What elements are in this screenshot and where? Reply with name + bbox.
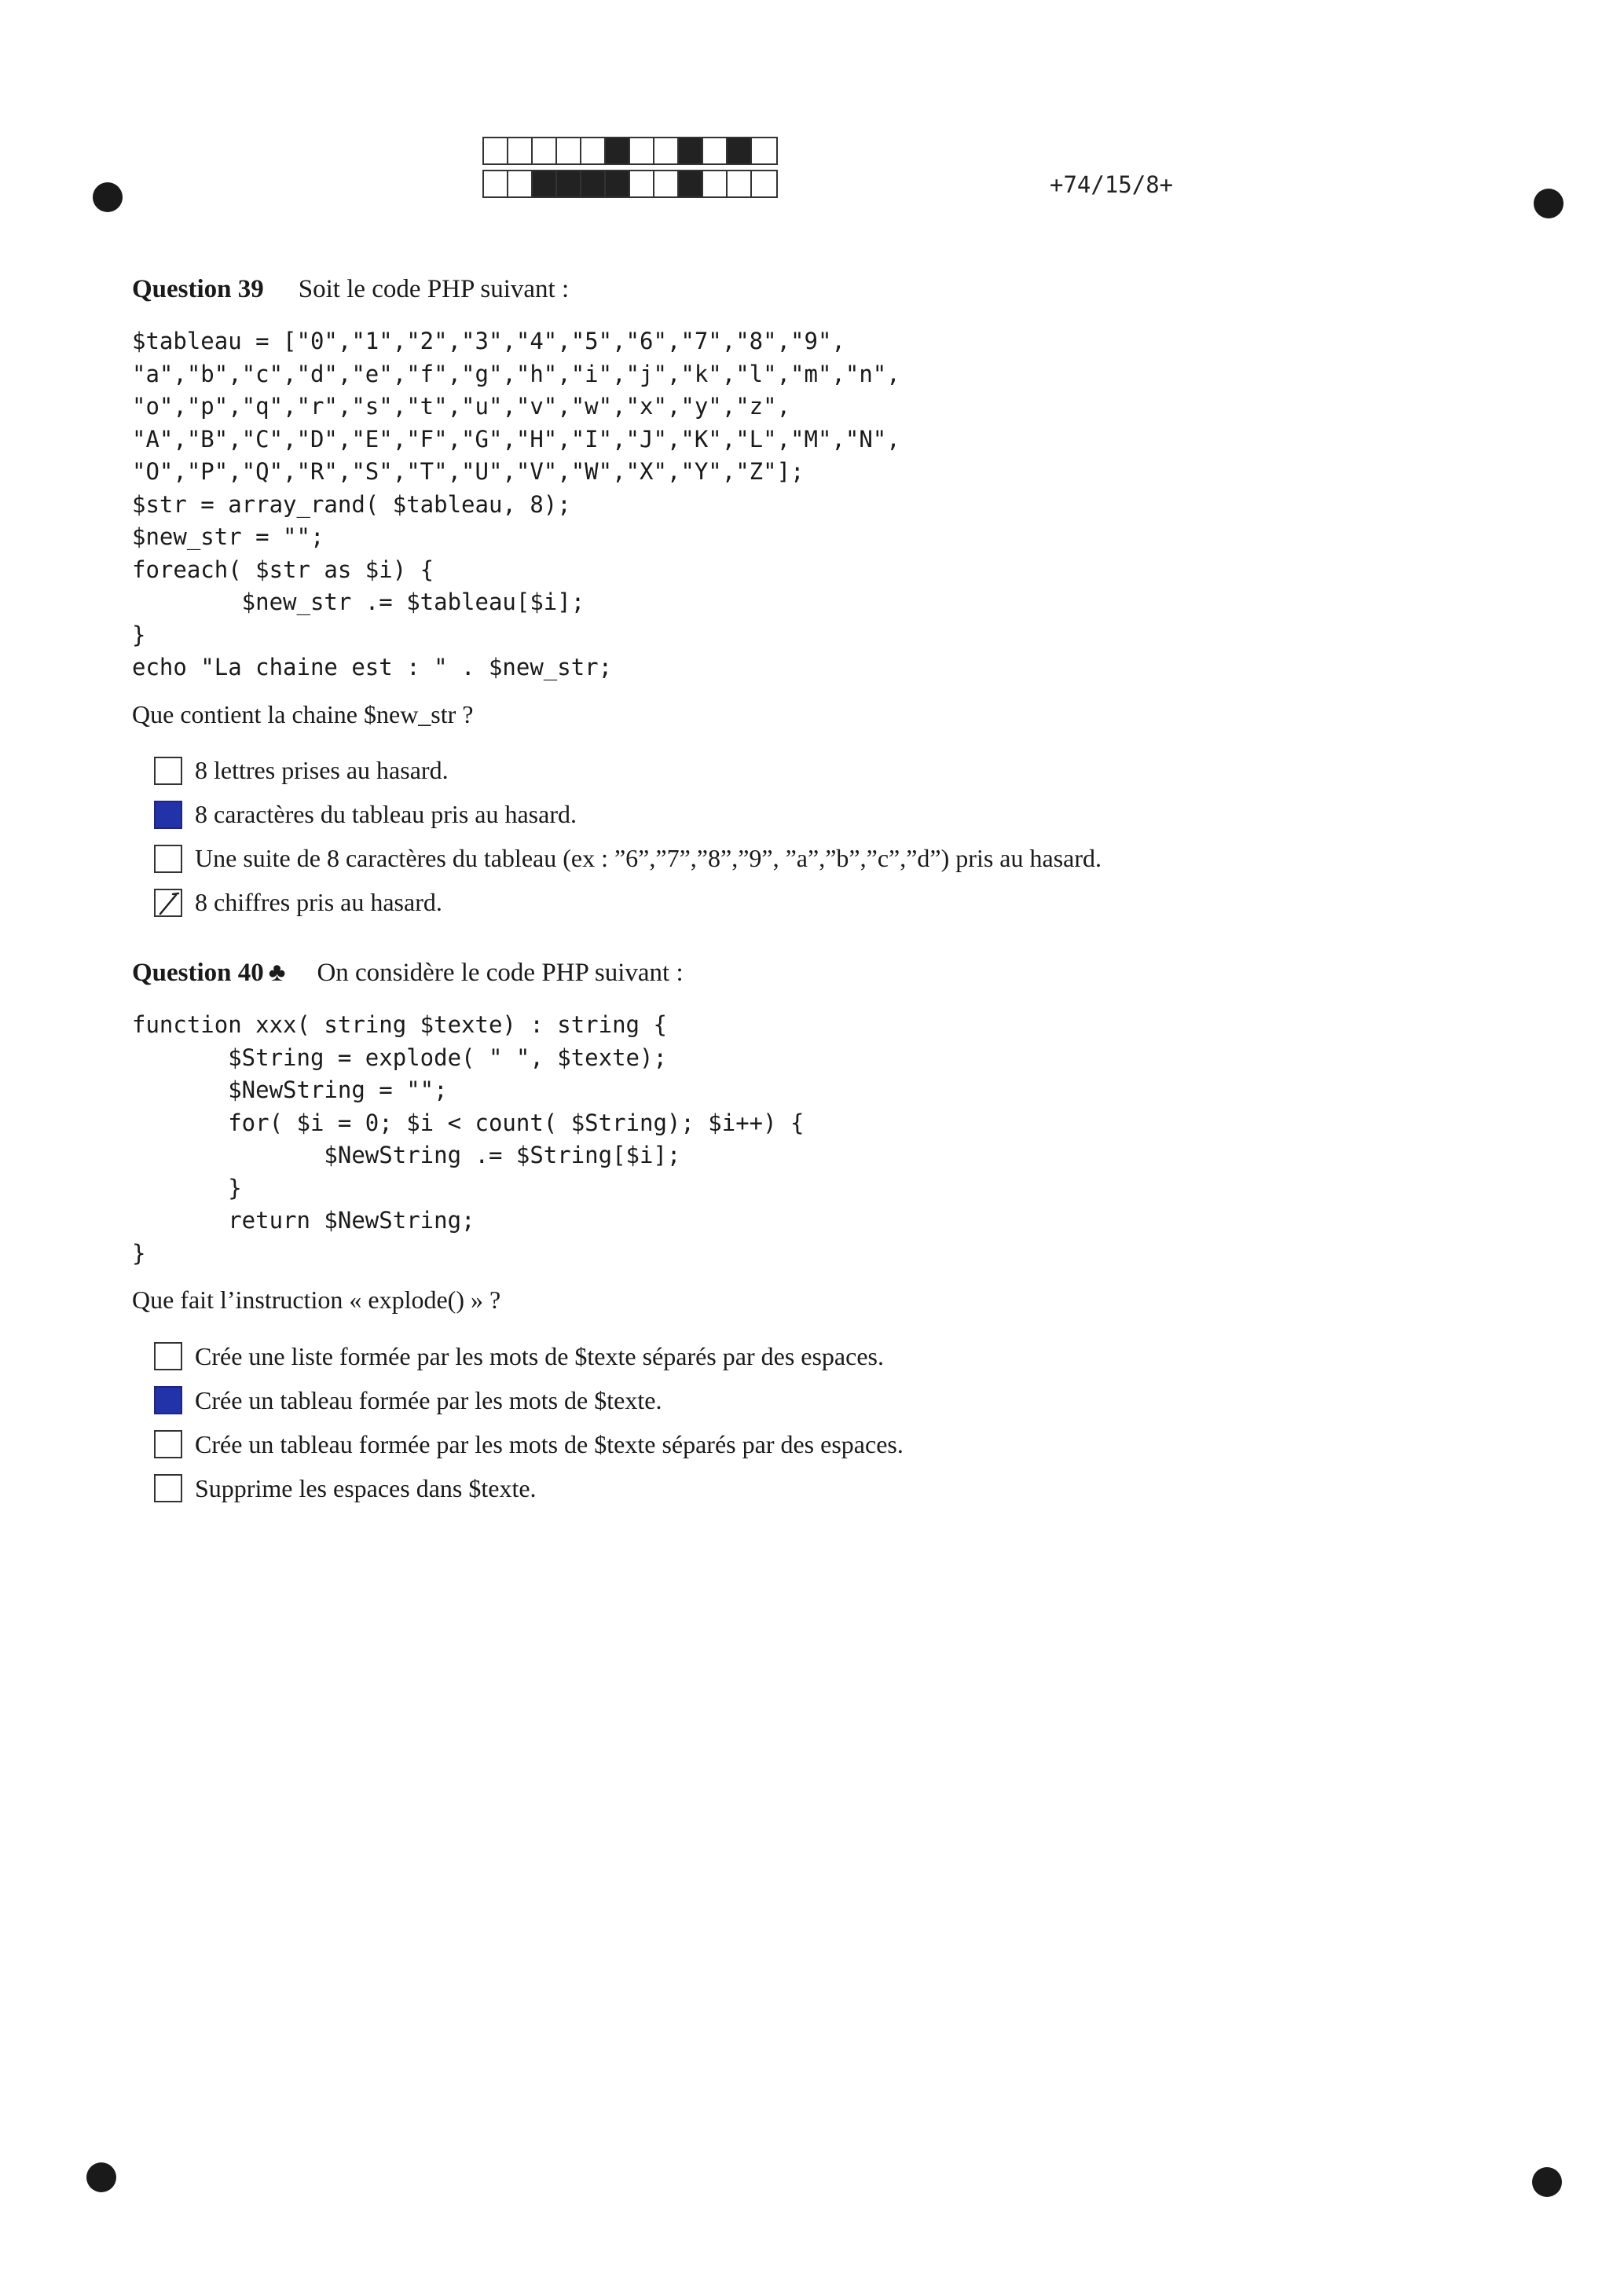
answer-option[interactable] bbox=[154, 1466, 1546, 1510]
answer-list bbox=[132, 1334, 1546, 1510]
barcode-cell bbox=[581, 171, 606, 196]
barcode-cell bbox=[606, 138, 630, 163]
barcode-cell bbox=[679, 171, 703, 196]
question-title: On considère le code PHP suivant : bbox=[317, 959, 684, 987]
answer-list bbox=[132, 749, 1546, 925]
answer-option[interactable] bbox=[154, 837, 1546, 881]
barcode-cell bbox=[606, 171, 630, 196]
answer-text: Une suite de 8 caractères du tableau (ex : ”6”,”7”,”8”,”9”, ”a”,”b”,”c”,”d”) pris au hasard. bbox=[195, 844, 1102, 872]
corner-marker-top-left bbox=[93, 182, 123, 212]
code-block: $tableau = ["0","1","2","3","4","5","6","7","8","9", "a","b","c","d","e","f","g","h","i","j","k","l","m","n", "o","p","q","r","s","t","u","v","w","x","y","z", "A","B","C","D","E","F","G","H","I","J","K","L","M","N", "O","P","Q","R","S","T","U","V","W","X","Y","Z"]; $str = array_rand( $tableau, 8); $new_str = ""; foreach( $str as $i) { $new_str .= $tableau[$i]; } echo "La chaine est : " . $new_str; bbox=[132, 328, 900, 680]
answer-option[interactable] bbox=[154, 749, 1546, 793]
barcode-cell bbox=[752, 171, 776, 196]
barcode-cell bbox=[581, 138, 606, 163]
barcode-cell bbox=[508, 171, 533, 196]
barcode-cell bbox=[557, 171, 581, 196]
question-header bbox=[132, 955, 1546, 990]
page-barcode-row-2 bbox=[482, 170, 778, 198]
corner-marker-bottom-right bbox=[1532, 2167, 1562, 2197]
barcode-cell bbox=[703, 171, 728, 196]
barcode-cell bbox=[630, 138, 654, 163]
answer-text: 8 lettres prises au hasard. bbox=[195, 756, 449, 784]
answer-text: Crée un tableau formée par les mots de $texte. bbox=[195, 1385, 662, 1414]
barcode-cell bbox=[654, 171, 679, 196]
answer-text: Crée une liste formée par les mots de $texte séparés par des espaces. bbox=[195, 1341, 884, 1370]
answer-text: Crée un tableau formée par les mots de $texte séparés par des espaces. bbox=[195, 1429, 904, 1458]
answer-text: Supprime les espaces dans $texte. bbox=[195, 1473, 537, 1502]
question-39 bbox=[132, 272, 1546, 925]
question-40 bbox=[132, 955, 1546, 1510]
barcode-cell bbox=[508, 138, 533, 163]
corner-marker-top-right bbox=[1534, 189, 1564, 218]
barcode-cell bbox=[728, 171, 752, 196]
answer-checkbox[interactable] bbox=[154, 1474, 182, 1502]
page-id: +74/15/8+ bbox=[1050, 171, 1174, 198]
barcode-cell bbox=[654, 138, 679, 163]
page-barcode-row-1 bbox=[482, 137, 778, 165]
question-prompt: Que contient la chaine $new_str ? bbox=[132, 699, 474, 728]
barcode-cell bbox=[679, 138, 703, 163]
answer-text: 8 chiffres pris au hasard. bbox=[195, 888, 442, 916]
barcode-cell bbox=[557, 138, 581, 163]
answer-text: 8 caractères du tableau pris au hasard. bbox=[195, 800, 577, 828]
barcode-cell bbox=[630, 171, 654, 196]
barcode-cell bbox=[484, 171, 508, 196]
answer-checkbox[interactable] bbox=[154, 1386, 182, 1414]
pen-stroke-icon bbox=[156, 890, 182, 917]
club-icon: ♣ bbox=[268, 959, 286, 987]
code-block: function xxx( string $texte) : string { $String = explode( " ", $texte); $NewString = ""; for( $i = 0; $i < count( $String); $i++) { $NewString .= $String[$i]; } return $NewString; } bbox=[132, 1011, 805, 1267]
question-title: Soit le code PHP suivant : bbox=[298, 275, 570, 303]
question-number: Question 39 bbox=[132, 275, 264, 303]
answer-option[interactable] bbox=[154, 1378, 1546, 1422]
answer-checkbox[interactable] bbox=[154, 1342, 182, 1370]
corner-marker-bottom-left bbox=[86, 2162, 116, 2192]
question-prompt: Que fait l’instruction « explode() » ? bbox=[132, 1286, 501, 1314]
barcode-cell bbox=[533, 171, 557, 196]
barcode-cell bbox=[533, 138, 557, 163]
answer-checkbox[interactable] bbox=[154, 801, 182, 829]
answer-checkbox[interactable] bbox=[154, 1430, 182, 1458]
barcode-cell bbox=[752, 138, 776, 163]
answer-checkbox[interactable] bbox=[154, 845, 182, 873]
answer-option[interactable] bbox=[154, 793, 1546, 837]
question-number: Question 40 bbox=[132, 959, 264, 987]
question-header bbox=[132, 272, 1546, 306]
answer-option[interactable] bbox=[154, 1422, 1546, 1466]
barcode-cell bbox=[484, 138, 508, 163]
barcode-cell bbox=[703, 138, 728, 163]
barcode-cell bbox=[728, 138, 752, 163]
answer-option[interactable] bbox=[154, 881, 1546, 925]
answer-checkbox[interactable] bbox=[154, 757, 182, 785]
answer-checkbox[interactable] bbox=[154, 889, 182, 917]
answer-option[interactable] bbox=[154, 1334, 1546, 1378]
